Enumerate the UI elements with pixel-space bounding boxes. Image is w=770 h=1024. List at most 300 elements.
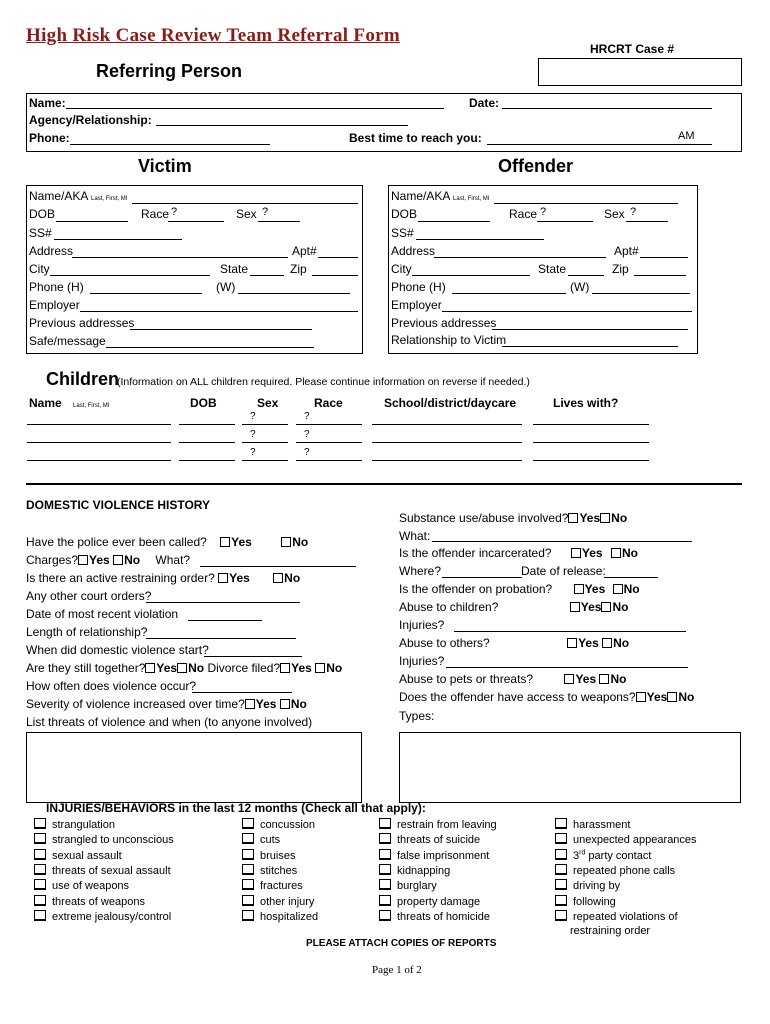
checkbox-icon[interactable] — [379, 895, 391, 906]
offender-employer-field[interactable] — [442, 311, 692, 312]
abuse-others-yes[interactable] — [567, 636, 599, 650]
behavior-option[interactable] — [555, 849, 651, 862]
offender-city-field[interactable] — [412, 275, 530, 276]
injury-option[interactable] — [34, 879, 129, 892]
behavior-option[interactable] — [555, 879, 620, 892]
abuse-children-no[interactable] — [601, 600, 628, 614]
offender-zip-field[interactable] — [634, 275, 686, 276]
checkbox-icon[interactable] — [34, 818, 46, 829]
children-title: Children — [46, 369, 120, 389]
weapons-yes[interactable] — [636, 690, 668, 704]
length-field[interactable] — [146, 638, 296, 639]
victim-header: Victim — [138, 156, 192, 176]
victim-phone-h-field[interactable] — [90, 293, 202, 294]
checkbox-icon[interactable] — [568, 513, 578, 523]
behavior-option[interactable] — [379, 833, 480, 846]
injury-option-label: kidnapping — [397, 864, 451, 877]
checkbox-icon[interactable] — [555, 895, 567, 906]
injury-option[interactable] — [34, 910, 171, 923]
yes-label: Yes — [579, 511, 601, 525]
checkbox-icon[interactable] — [218, 573, 228, 583]
checkbox-icon[interactable] — [113, 555, 123, 565]
police-no[interactable] — [281, 535, 308, 549]
offender-employer-label: Employer — [391, 298, 442, 312]
injury-option-label: threats of homicide — [397, 910, 490, 923]
child-race-field[interactable] — [296, 460, 362, 461]
checkbox-icon[interactable] — [34, 833, 46, 844]
injuries-label-2: Injuries? — [399, 654, 445, 668]
offender-address-label: Address — [391, 244, 436, 258]
substance-no[interactable] — [600, 511, 627, 525]
offender-phone-w-label: (W) — [570, 280, 590, 294]
offender-ssn-field[interactable] — [416, 239, 544, 240]
injury-option-label: burglary — [397, 880, 437, 893]
checkbox-icon[interactable] — [567, 638, 577, 648]
yes-label: Yes — [575, 672, 597, 686]
child-name-field[interactable] — [27, 424, 171, 425]
injury-option-label: bruises — [260, 849, 296, 862]
behavior-option[interactable] — [379, 849, 489, 862]
child-placeholder: ? — [250, 411, 256, 422]
am-value: AM — [678, 130, 695, 142]
victim-race-label: Race — [141, 207, 170, 221]
child-school-field[interactable] — [372, 442, 522, 443]
injury-option[interactable] — [242, 879, 303, 892]
offender-apt-label: Apt# — [614, 244, 639, 258]
victim-zip-field[interactable] — [312, 275, 358, 276]
checkbox-icon[interactable] — [613, 584, 623, 594]
checkbox-icon[interactable] — [571, 548, 581, 558]
yes-label: Yes — [255, 697, 277, 711]
offender-name-hint: Last, First, MI — [453, 196, 490, 202]
checkbox-icon[interactable] — [34, 895, 46, 906]
incarcerated-question — [399, 546, 638, 560]
checkbox-icon[interactable] — [242, 879, 254, 890]
injury-option-label: hospitalized — [260, 910, 319, 923]
checkbox-icon[interactable] — [280, 663, 290, 673]
police-question — [26, 535, 308, 549]
child-race-field[interactable] — [296, 442, 362, 443]
child-sex-field[interactable] — [242, 460, 288, 461]
children-note: (Information on ALL children required. Please continue information on reverse if needed.) — [117, 376, 530, 388]
injury-option-label: fractures — [260, 880, 303, 893]
offender-prev-addr-label: Previous addresses — [391, 316, 497, 330]
victim-name-field[interactable] — [132, 203, 358, 204]
victim-apt-label: Apt# — [292, 244, 317, 258]
offender-race-label: Race — [509, 207, 538, 221]
children-col-lives: Lives with? — [553, 396, 619, 410]
no-label: No — [678, 690, 695, 704]
child-school-field[interactable] — [372, 424, 522, 425]
severity-label: Severity of violence increased over time? — [26, 697, 245, 711]
recent-violation-field[interactable] — [188, 620, 262, 621]
agency-field[interactable] — [156, 125, 408, 126]
probation-label: Is the offender on probation? — [399, 582, 553, 596]
child-school-field[interactable] — [372, 460, 522, 461]
severity-question — [26, 697, 307, 711]
probation-question — [399, 582, 640, 596]
behavior-option[interactable] — [555, 895, 616, 908]
checkbox-icon[interactable] — [177, 663, 187, 673]
abuse-others-question — [399, 636, 629, 650]
no-label: No — [611, 511, 628, 525]
checkbox-icon[interactable] — [34, 910, 46, 921]
injury-option[interactable] — [34, 818, 115, 831]
victim-safe-field[interactable] — [106, 347, 314, 348]
abuse-pets-yes[interactable] — [564, 672, 596, 686]
victim-name-label: Name/AKA — [29, 189, 88, 203]
together-question — [26, 661, 342, 675]
child-dob-field[interactable] — [179, 460, 235, 461]
child-race-field[interactable] — [296, 424, 362, 425]
how-often-label: How often does violence occur? — [26, 679, 197, 693]
victim-prev-addr-label: Previous addresses — [29, 316, 135, 330]
injury-option-label: strangulation — [52, 819, 115, 831]
offender-state-field[interactable] — [568, 275, 604, 276]
offender-name-label: Name/AKA — [391, 189, 450, 203]
checkbox-icon[interactable] — [574, 584, 584, 594]
injury-option-label: unexpected appearances — [573, 834, 697, 847]
victim-ssn-field[interactable] — [54, 239, 182, 240]
injury-option[interactable] — [242, 895, 314, 908]
checkbox-icon[interactable] — [242, 818, 254, 829]
child-placeholder: ? — [304, 411, 310, 422]
page-number: Page 1 of 2 — [372, 964, 422, 976]
yes-label: Yes — [229, 571, 250, 585]
behavior-option[interactable] — [555, 833, 697, 846]
checkbox-icon[interactable] — [555, 864, 567, 875]
length-label: Length of relationship? — [26, 625, 148, 639]
checkbox-icon[interactable] — [273, 573, 283, 583]
offender-name-field[interactable] — [494, 203, 678, 204]
yes-label: Yes — [231, 535, 252, 549]
checkbox-icon[interactable] — [602, 638, 612, 648]
best-time-field[interactable] — [487, 144, 712, 145]
injury-option-label: following — [573, 895, 616, 908]
abuse-others-label: Abuse to others? — [399, 636, 490, 650]
behavior-option[interactable] — [555, 818, 630, 831]
children-col-school: School/district/daycare — [384, 396, 517, 410]
victim-ssn-label: SS# — [29, 226, 52, 240]
checkbox-icon[interactable] — [281, 537, 291, 547]
behavior-option-continued: restraining order — [570, 925, 651, 938]
offender-phone-h-label: Phone (H) — [391, 280, 446, 294]
restraining-label: Is there an active restraining order? — [26, 571, 215, 585]
behavior-option[interactable] — [379, 818, 497, 831]
victim-city-field[interactable] — [50, 275, 210, 276]
abuse-children-yes[interactable] — [570, 600, 602, 614]
probation-yes[interactable] — [574, 582, 606, 596]
yes-label: Yes — [156, 661, 178, 675]
behavior-option[interactable] — [379, 910, 490, 923]
charges-no[interactable] — [113, 553, 140, 567]
injuries-header: INJURIES/BEHAVIORS in the last 12 months (Check all that apply): — [46, 801, 426, 815]
victim-sex-value[interactable]: ? — [262, 206, 269, 218]
checkbox-icon[interactable] — [555, 849, 567, 860]
victim-race-value[interactable]: ? — [171, 206, 178, 218]
behavior-option[interactable] — [555, 910, 678, 923]
checkbox-icon[interactable] — [555, 818, 567, 829]
no-label: No — [613, 636, 630, 650]
child-placeholder: ? — [304, 447, 310, 458]
child-name-field[interactable] — [27, 442, 171, 443]
abuse-others-no[interactable] — [602, 636, 629, 650]
yes-label: Yes — [291, 661, 312, 675]
charges-what-field[interactable] — [200, 566, 356, 567]
injury-option-label: concussion — [260, 819, 316, 831]
injury-option-label: cuts — [260, 834, 281, 847]
offender-phone-h-field[interactable] — [452, 293, 566, 294]
victim-phone-h-label: Phone (H) — [29, 280, 84, 294]
no-label: No — [326, 661, 343, 675]
injury-option[interactable] — [34, 864, 171, 877]
checkbox-icon[interactable] — [78, 555, 88, 565]
checkbox-icon[interactable] — [242, 833, 254, 844]
offender-prev-addr-field[interactable] — [492, 329, 688, 330]
substance-what-field[interactable] — [432, 541, 692, 542]
injuries-field-1[interactable] — [454, 631, 686, 632]
together-yes[interactable] — [145, 661, 177, 675]
checkbox-icon[interactable] — [379, 833, 391, 844]
child-dob-field[interactable] — [179, 424, 235, 425]
behavior-option[interactable] — [379, 879, 437, 892]
victim-dob-label: DOB — [29, 207, 56, 221]
together-label: Are they still together? — [26, 661, 146, 675]
checkbox-icon[interactable] — [379, 910, 391, 921]
child-placeholder: ? — [250, 447, 256, 458]
victim-zip-label: Zip — [290, 262, 307, 276]
children-col-sex: Sex — [257, 396, 279, 410]
started-label: When did domestic violence start? — [26, 643, 209, 657]
substance-question — [399, 511, 627, 525]
no-label: No — [610, 672, 627, 686]
victim-employer-label: Employer — [29, 298, 80, 312]
offender-apt-field[interactable] — [640, 257, 688, 258]
substance-what-label: What: — [399, 529, 431, 543]
injury-option[interactable] — [242, 864, 297, 877]
child-placeholder: ? — [250, 429, 256, 440]
divorce-no[interactable] — [315, 661, 342, 675]
started-field[interactable] — [204, 656, 302, 657]
substance-yes[interactable] — [568, 511, 600, 525]
checkbox-icon[interactable] — [315, 663, 325, 673]
checkbox-icon[interactable] — [555, 879, 567, 890]
checkbox-icon[interactable] — [636, 692, 646, 702]
referring-person-header: Referring Person — [96, 61, 243, 81]
checkbox-icon[interactable] — [379, 818, 391, 829]
weapons-no[interactable] — [667, 690, 694, 704]
checkbox-icon[interactable] — [34, 879, 46, 890]
release-label: Date of release: — [521, 564, 606, 578]
restraining-question — [26, 571, 300, 585]
probation-no[interactable] — [613, 582, 640, 596]
child-sex-field[interactable] — [242, 442, 288, 443]
referring-date-field[interactable] — [502, 108, 712, 109]
abuse-pets-no[interactable] — [599, 672, 626, 686]
victim-city-label: City — [29, 262, 50, 276]
victim-employer-field[interactable] — [80, 311, 358, 312]
checkbox-icon[interactable] — [242, 864, 254, 875]
abuse-pets-question — [399, 672, 626, 686]
checkbox-icon[interactable] — [555, 833, 567, 844]
victim-phone-w-field[interactable] — [238, 293, 350, 294]
how-often-field[interactable] — [192, 692, 292, 693]
child-name-field[interactable] — [27, 460, 171, 461]
victim-apt-field[interactable] — [318, 257, 358, 258]
injury-option-label: sexual assault — [52, 849, 122, 862]
yes-label: Yes — [580, 600, 602, 614]
case-number-field[interactable] — [538, 58, 742, 86]
injury-option[interactable] — [242, 910, 318, 923]
offender-race-value[interactable]: ? — [540, 206, 547, 218]
child-lives-field[interactable] — [533, 424, 649, 425]
police-label: Have the police ever been called? — [26, 535, 207, 549]
no-label: No — [284, 571, 301, 585]
checkbox-icon[interactable] — [34, 864, 46, 875]
injuries-field-2[interactable] — [446, 667, 688, 668]
injury-option[interactable] — [242, 849, 295, 862]
checkbox-icon[interactable] — [379, 864, 391, 875]
checkbox-icon[interactable] — [245, 699, 255, 709]
restraining-yes[interactable] — [218, 571, 250, 585]
behavior-option[interactable] — [555, 864, 675, 877]
injury-option-label: extreme jealousy/control — [52, 910, 172, 923]
injury-option[interactable] — [34, 833, 174, 846]
substance-label: Substance use/abuse involved? — [399, 511, 569, 525]
checkbox-icon[interactable] — [34, 849, 46, 860]
form-title: High Risk Case Review Team Referral Form — [26, 25, 400, 46]
types-label: Types: — [399, 709, 435, 723]
yes-label: Yes — [89, 553, 110, 567]
offender-address-field[interactable] — [434, 257, 606, 258]
together-no[interactable] — [177, 661, 204, 675]
checkbox-icon[interactable] — [611, 548, 621, 558]
checkbox-icon[interactable] — [280, 699, 290, 709]
no-label: No — [612, 600, 629, 614]
injury-option[interactable] — [242, 833, 280, 846]
child-sex-field[interactable] — [242, 424, 288, 425]
restraining-no[interactable] — [273, 571, 300, 585]
checkbox-icon[interactable] — [564, 674, 574, 684]
injury-option-label: false imprisonment — [397, 849, 490, 862]
victim-address-field[interactable] — [72, 257, 288, 258]
charges-yes[interactable] — [78, 553, 110, 567]
checkbox-icon[interactable] — [242, 895, 254, 906]
victim-address-label: Address — [29, 244, 74, 258]
offender-sex-label: Sex — [604, 207, 625, 221]
checkbox-icon[interactable] — [600, 513, 610, 523]
checkbox-icon[interactable] — [220, 537, 230, 547]
yes-label: Yes — [578, 636, 599, 650]
victim-prev-addr-field[interactable] — [130, 329, 312, 330]
child-dob-field[interactable] — [179, 442, 235, 443]
divorce-yes[interactable] — [280, 661, 312, 675]
case-number-label: HRCRT Case # — [590, 42, 675, 56]
child-lives-field[interactable] — [533, 460, 649, 461]
charges-question — [26, 553, 190, 567]
injury-option-label: driving by — [573, 880, 621, 893]
injury-option[interactable] — [34, 849, 122, 862]
severity-yes[interactable] — [245, 697, 277, 711]
threats-textarea[interactable] — [26, 732, 362, 803]
behavior-option[interactable] — [379, 864, 450, 877]
other-court-label: Any other court orders? — [26, 589, 152, 603]
yes-label: Yes — [584, 582, 606, 596]
referring-name-field[interactable] — [66, 108, 444, 109]
no-label: No — [124, 553, 141, 567]
checkbox-icon[interactable] — [667, 692, 677, 702]
injury-option-label: restrain from leaving — [397, 819, 497, 831]
offender-relationship-label: Relationship to Victim — [391, 333, 507, 347]
checkbox-icon[interactable] — [242, 849, 254, 860]
children-col-dob: DOB — [190, 396, 217, 410]
section-divider — [26, 483, 742, 485]
no-label: No — [290, 697, 307, 711]
referring-phone-label: Phone: — [29, 131, 70, 145]
injury-option-label: strangled to unconscious — [52, 834, 174, 847]
threats-list-label: List threats of violence and when (to anyone involved) — [26, 715, 313, 729]
checkbox-icon[interactable] — [570, 602, 580, 612]
victim-phone-w-label: (W) — [216, 280, 236, 294]
checkbox-icon[interactable] — [599, 674, 609, 684]
injuries-label-1: Injuries? — [399, 618, 445, 632]
severity-no[interactable] — [280, 697, 307, 711]
recent-violation-label: Date of most recent violation — [26, 607, 179, 621]
offender-relationship-field[interactable] — [502, 346, 678, 347]
ordinal-suffix: rd — [579, 848, 586, 856]
offender-zip-label: Zip — [612, 262, 629, 276]
victim-safe-label: Safe/message — [29, 334, 106, 348]
referring-date-label: Date: — [469, 96, 500, 110]
checkbox-icon[interactable] — [379, 849, 391, 860]
offender-sex-value[interactable]: ? — [630, 206, 637, 218]
victim-state-label: State — [220, 262, 249, 276]
checkbox-icon[interactable] — [145, 663, 155, 673]
release-field[interactable] — [604, 577, 658, 578]
charges-label: Charges? — [26, 553, 79, 567]
offender-ssn-label: SS# — [391, 226, 414, 240]
injury-option-label: harassment — [573, 819, 631, 831]
no-label: No — [621, 546, 638, 560]
incarcerated-yes[interactable] — [571, 546, 603, 560]
incarcerated-label: Is the offender incarcerated? — [399, 546, 552, 560]
victim-name-hint: Last, First, MI — [91, 196, 128, 202]
incarcerated-no[interactable] — [611, 546, 638, 560]
injury-option[interactable] — [34, 895, 145, 908]
behavior-option[interactable] — [379, 895, 480, 908]
injury-option-label: repeated phone calls — [573, 864, 676, 877]
types-textarea[interactable] — [399, 732, 741, 803]
abuse-children-question — [399, 600, 628, 614]
injury-option-label: 3rd party contact — [573, 848, 652, 862]
referring-phone-field[interactable] — [70, 144, 270, 145]
offender-header: Offender — [498, 156, 574, 176]
no-label: No — [292, 535, 309, 549]
checkbox-icon[interactable] — [555, 910, 567, 921]
checkbox-icon[interactable] — [601, 602, 611, 612]
child-lives-field[interactable] — [533, 442, 649, 443]
offender-dob-field[interactable] — [418, 221, 490, 222]
checkbox-icon[interactable] — [242, 910, 254, 921]
police-yes[interactable] — [220, 535, 252, 549]
victim-dob-field[interactable] — [56, 221, 128, 222]
offender-phone-w-field[interactable] — [592, 293, 690, 294]
victim-state-field[interactable] — [250, 275, 284, 276]
other-court-field[interactable] — [146, 602, 300, 603]
checkbox-icon[interactable] — [379, 879, 391, 890]
where-field[interactable] — [442, 577, 522, 578]
injury-option[interactable] — [242, 818, 315, 831]
